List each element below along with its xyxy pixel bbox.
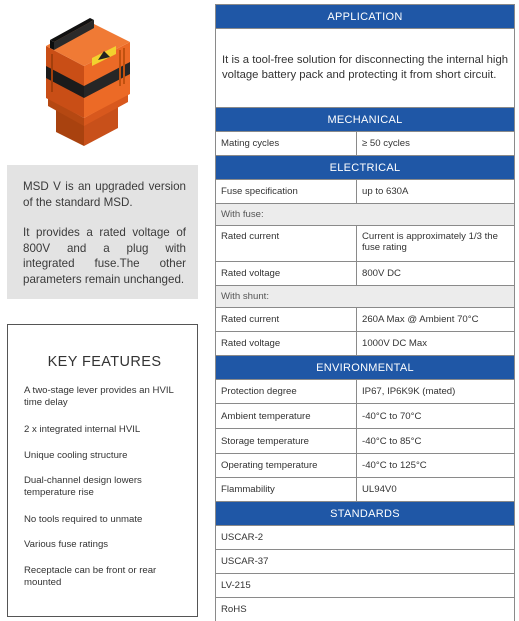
subsection-label: With fuse: <box>216 204 515 226</box>
table-row <box>216 380 515 404</box>
row-label: Flammability <box>216 478 357 502</box>
row-label: Operating temperature <box>216 454 357 478</box>
application-text: It is a tool-free solution for disconnecting the internal high voltage battery pack and protecting it from short circuit. <box>216 29 515 108</box>
feature-item: A two-stage lever provides an HVIL time delay <box>24 385 174 408</box>
table-row <box>216 262 515 286</box>
row-value: 260A Max @ Ambient 70°C <box>357 308 515 332</box>
application-row <box>216 29 515 108</box>
table-row <box>216 478 515 502</box>
section-header-label: ELECTRICAL <box>216 156 515 180</box>
row-value: -40°C to 85°C <box>357 429 515 454</box>
standard-item: LV-215 <box>216 574 515 598</box>
table-row <box>216 308 515 332</box>
table-row <box>216 226 515 262</box>
table-row <box>216 454 515 478</box>
summary-paragraph-1: MSD V is an upgraded version of the standard MSD. <box>23 180 186 209</box>
row-label: Ambient temperature <box>216 404 357 429</box>
section-header-electrical <box>216 156 515 180</box>
section-header-label: MECHANICAL <box>216 108 515 132</box>
feature-item: 2 x integrated internal HVIL <box>24 424 141 435</box>
section-header-label: STANDARDS <box>216 502 515 526</box>
row-label: Rated voltage <box>216 262 357 286</box>
row-value: -40°C to 125°C <box>357 454 515 478</box>
table-row <box>216 550 515 574</box>
feature-item: Unique cooling structure <box>24 450 128 461</box>
table-row <box>216 180 515 204</box>
row-value: up to 630A <box>357 180 515 204</box>
table-row <box>216 574 515 598</box>
row-value: UL94V0 <box>357 478 515 502</box>
product-summary <box>7 165 198 299</box>
row-label: Storage temperature <box>216 429 357 454</box>
row-value: 800V DC <box>357 262 515 286</box>
key-features-title: KEY FEATURES <box>47 354 162 370</box>
row-label: Protection degree <box>216 380 357 404</box>
row-label: Rated voltage <box>216 332 357 356</box>
summary-paragraph-2: It provides a rated voltage of 800V and a plug with integrated fuse.The other parameters remain unchanged. <box>23 226 186 286</box>
section-header-mechanical <box>216 108 515 132</box>
row-value: 1000V DC Max <box>357 332 515 356</box>
feature-item: Dual-channel design lowers temperature rise <box>24 475 142 498</box>
row-value: IP67, IP6K9K (mated) <box>357 380 515 404</box>
standard-item: RoHS <box>216 598 515 621</box>
product-photo <box>20 6 160 154</box>
subsection-row <box>216 286 515 308</box>
table-row <box>216 598 515 621</box>
feature-item: Receptacle can be front or rear mounted <box>24 565 157 588</box>
row-value: ≥ 50 cycles <box>357 132 515 156</box>
row-value: Current is approximately 1/3 the fuse rating <box>357 226 515 262</box>
table-row <box>216 132 515 156</box>
standard-item: USCAR-2 <box>216 526 515 550</box>
section-header-application <box>216 5 515 29</box>
section-header-label: APPLICATION <box>216 5 515 29</box>
subsection-label: With shunt: <box>216 286 515 308</box>
standard-item: USCAR-37 <box>216 550 515 574</box>
row-label: Rated current <box>216 226 357 262</box>
table-row <box>216 429 515 454</box>
specification-table <box>215 4 515 621</box>
row-value: -40°C to 70°C <box>357 404 515 429</box>
table-row <box>216 332 515 356</box>
feature-item: No tools required to unmate <box>24 514 143 525</box>
table-row <box>216 526 515 550</box>
feature-item: Various fuse ratings <box>24 539 109 550</box>
section-header-label: ENVIRONMENTAL <box>216 356 515 380</box>
section-header-standards <box>216 502 515 526</box>
row-label: Mating cycles <box>216 132 357 156</box>
row-label: Fuse specification <box>216 180 357 204</box>
subsection-row <box>216 204 515 226</box>
section-header-environmental <box>216 356 515 380</box>
row-label: Rated current <box>216 308 357 332</box>
key-features-box <box>7 324 198 617</box>
table-row <box>216 404 515 429</box>
